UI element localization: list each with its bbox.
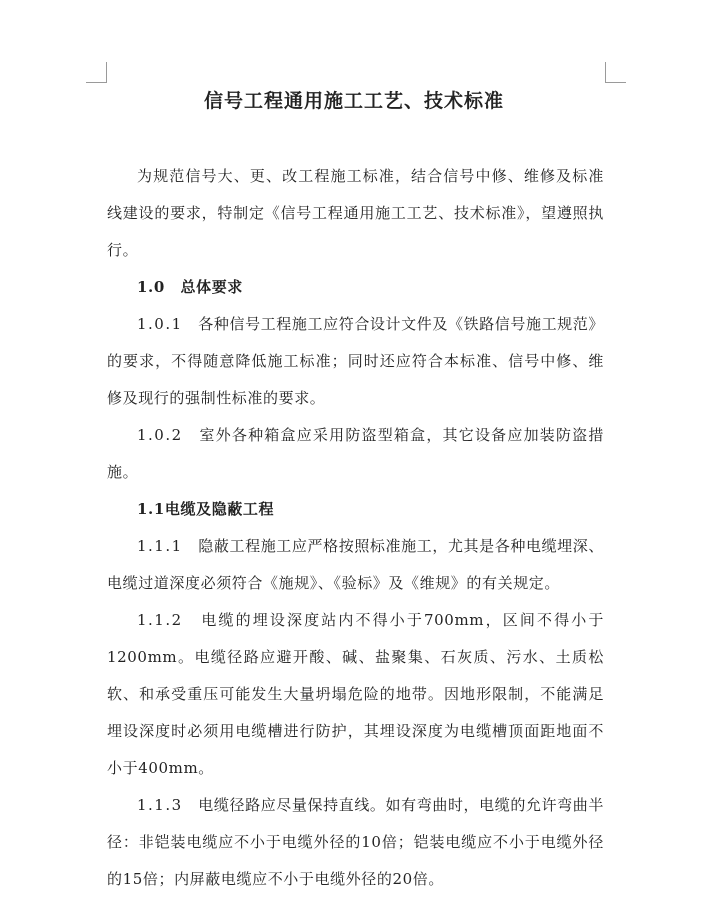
clause-1-1-2 xyxy=(107,602,604,787)
clause-text: 各种信号工程施工应符合设计文件及《铁路信号施工规范》的要求，不得随意降低施工标准；同时还应符合本标准、信号中修、维修及现行的强制性标准的要求。 xyxy=(107,315,604,407)
document-title: 信号工程通用施工工艺、技术标准 xyxy=(203,90,504,112)
clause-1-1-3 xyxy=(107,787,604,898)
clause-number: 1.1.2 xyxy=(137,611,183,629)
clause-text: 隐蔽工程施工应严格按照标准施工，尤其是各种电缆埋深、电缆过道深度必须符合《施规》、《验标》及《维规》的有关规定。 xyxy=(107,537,604,592)
page-corner-mark-right xyxy=(605,62,626,83)
clause-number: 1.1.1 xyxy=(137,537,183,555)
clause-1-0-1 xyxy=(107,306,604,417)
section-heading-cable: 1.1电缆及隐蔽工程 xyxy=(137,500,275,518)
clause-text: 电缆的埋设深度站内不得小于700mm，区间不得小于1200mm。电缆径路应避开酸、碱、盐聚集、石灰质、污水、土质松软、和承受重压可能发生大量坍塌危险的地带。因地形限制，不能满足埋设深度时必须用电缆槽进行防护，其埋设深度为电缆槽顶面距地面不小于400mm。 xyxy=(107,611,604,777)
clause-text: 电缆径路应尽量保持直线。如有弯曲时，电缆的允许弯曲半径：非铠装电缆应不小于电缆外径的10倍；铠装电缆应不小于电缆外径的15倍；内屏蔽电缆应不小于电缆外径的20倍。 xyxy=(107,796,604,888)
clause-number: 1.0.1 xyxy=(137,315,183,333)
page-corner-mark-left xyxy=(86,62,107,83)
section-heading-general: 1.0 总体要求 xyxy=(137,278,243,296)
clause-number: 1.0.2 xyxy=(137,426,183,444)
clause-1-0-2 xyxy=(107,417,604,491)
clause-text: 室外各种箱盒应采用防盗型箱盒，其它设备应加装防盗措施。 xyxy=(107,426,604,481)
clause-number: 1.1.3 xyxy=(137,796,183,814)
clause-1-1-1 xyxy=(107,528,604,602)
intro-paragraph: 为规范信号大、更、改工程施工标准，结合信号中修、维修及标准线建设的要求，特制定《信号工程通用施工工艺、技术标准》，望遵照执行。 xyxy=(107,167,604,259)
document-body xyxy=(107,158,604,898)
